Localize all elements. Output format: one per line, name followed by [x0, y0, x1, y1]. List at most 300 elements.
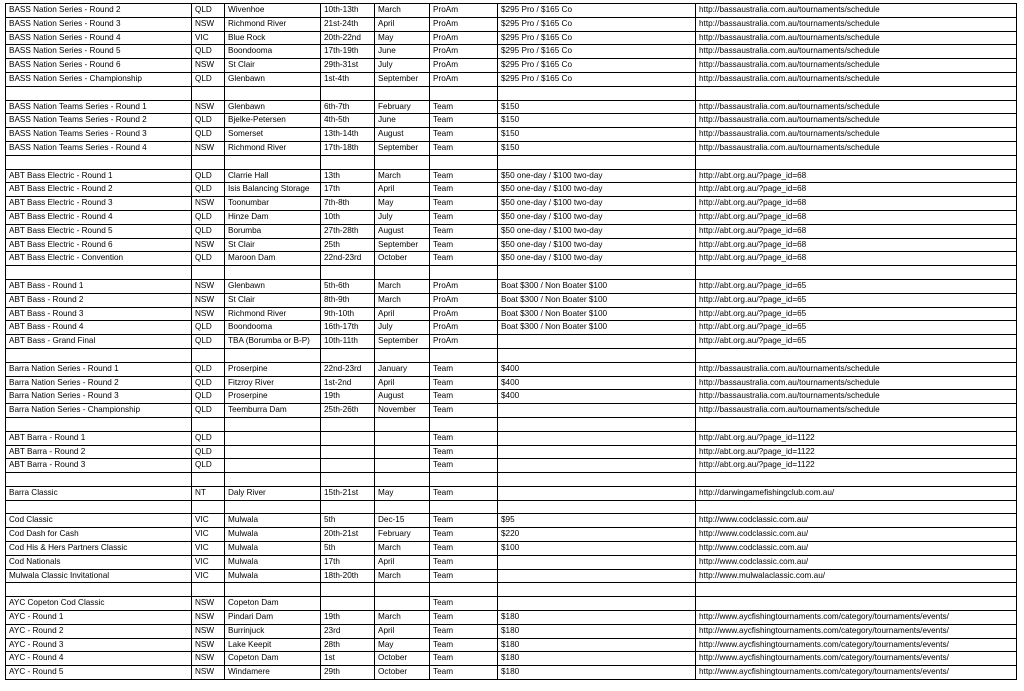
- cell-url: http://www.aycfishingtournaments.com/category/tournaments/events/: [696, 652, 1017, 666]
- cell-fee: Boat $300 / Non Boater $100: [498, 307, 696, 321]
- cell-fee: $150: [498, 141, 696, 155]
- cell-venue: [225, 459, 321, 473]
- cell-dates: 1st-2nd: [321, 376, 375, 390]
- cell-url: http://bassaustralia.com.au/tournaments/schedule: [696, 4, 1017, 18]
- table-row: [6, 4, 1017, 18]
- cell-dates: [321, 431, 375, 445]
- table-row: [6, 128, 1017, 142]
- cell-event: ABT Bass Electric - Convention: [6, 252, 192, 266]
- table-row: [6, 252, 1017, 266]
- cell-venue: Borumba: [225, 224, 321, 238]
- cell-venue: St Clair: [225, 293, 321, 307]
- cell-venue: Clarrie Hall: [225, 169, 321, 183]
- cell-state: NSW: [192, 279, 225, 293]
- cell-event: ABT Bass Electric - Round 6: [6, 238, 192, 252]
- cell-venue: Somerset: [225, 128, 321, 142]
- cell-format: Team: [430, 197, 498, 211]
- cell-month: November: [375, 404, 430, 418]
- cell-fee: [498, 417, 696, 431]
- table-row: [6, 114, 1017, 128]
- table-row: [6, 638, 1017, 652]
- cell-month: September: [375, 72, 430, 86]
- table-body: [6, 4, 1017, 680]
- cell-month: September: [375, 238, 430, 252]
- cell-event: ABT Barra - Round 1: [6, 431, 192, 445]
- cell-state: QLD: [192, 72, 225, 86]
- cell-venue: Boondooma: [225, 45, 321, 59]
- cell-url: http://abt.org.au/?page_id=68: [696, 210, 1017, 224]
- cell-format: Team: [430, 666, 498, 680]
- cell-url: http://bassaustralia.com.au/tournaments/schedule: [696, 31, 1017, 45]
- cell-event: [6, 500, 192, 514]
- cell-url: [696, 583, 1017, 597]
- table-row: [6, 514, 1017, 528]
- cell-dates: [321, 459, 375, 473]
- cell-event: [6, 583, 192, 597]
- cell-format: Team: [430, 597, 498, 611]
- cell-format: [430, 500, 498, 514]
- cell-venue: [225, 583, 321, 597]
- cell-format: Team: [430, 100, 498, 114]
- cell-month: March: [375, 279, 430, 293]
- cell-venue: Glenbawn: [225, 72, 321, 86]
- cell-fee: $180: [498, 624, 696, 638]
- cell-url: http://abt.org.au/?page_id=65: [696, 279, 1017, 293]
- cell-url: http://abt.org.au/?page_id=68: [696, 169, 1017, 183]
- table-row: [6, 652, 1017, 666]
- cell-fee: [498, 555, 696, 569]
- cell-venue: [225, 266, 321, 280]
- cell-format: Team: [430, 128, 498, 142]
- cell-dates: 15th-21st: [321, 486, 375, 500]
- cell-url: http://www.aycfishingtournaments.com/category/tournaments/events/: [696, 624, 1017, 638]
- cell-url: http://abt.org.au/?page_id=68: [696, 197, 1017, 211]
- cell-state: [192, 473, 225, 487]
- cell-venue: Toonumbar: [225, 197, 321, 211]
- cell-dates: 13th-14th: [321, 128, 375, 142]
- table-row: [6, 59, 1017, 73]
- cell-url: http://abt.org.au/?page_id=1122: [696, 445, 1017, 459]
- cell-month: [375, 348, 430, 362]
- cell-dates: 20th-21st: [321, 528, 375, 542]
- cell-url: http://bassaustralia.com.au/tournaments/schedule: [696, 390, 1017, 404]
- cell-event: AYC - Round 5: [6, 666, 192, 680]
- cell-state: NSW: [192, 611, 225, 625]
- cell-url: http://abt.org.au/?page_id=65: [696, 335, 1017, 349]
- cell-url: [696, 266, 1017, 280]
- cell-state: QLD: [192, 4, 225, 18]
- cell-event: ABT Bass Electric - Round 3: [6, 197, 192, 211]
- cell-month: May: [375, 638, 430, 652]
- cell-fee: $295 Pro / $165 Co: [498, 45, 696, 59]
- cell-month: March: [375, 569, 430, 583]
- cell-dates: 13th: [321, 169, 375, 183]
- cell-event: BASS Nation Teams Series - Round 2: [6, 114, 192, 128]
- cell-fee: $150: [498, 114, 696, 128]
- cell-state: NSW: [192, 141, 225, 155]
- cell-event: ABT Bass Electric - Round 2: [6, 183, 192, 197]
- cell-fee: $400: [498, 362, 696, 376]
- cell-state: QLD: [192, 459, 225, 473]
- cell-format: Team: [430, 445, 498, 459]
- cell-venue: Glenbawn: [225, 279, 321, 293]
- cell-fee: $295 Pro / $165 Co: [498, 72, 696, 86]
- cell-fee: [498, 266, 696, 280]
- cell-format: Team: [430, 611, 498, 625]
- cell-month: [375, 459, 430, 473]
- cell-fee: [498, 597, 696, 611]
- cell-fee: $180: [498, 638, 696, 652]
- cell-format: Team: [430, 141, 498, 155]
- cell-month: June: [375, 45, 430, 59]
- cell-venue: Mulwala: [225, 514, 321, 528]
- cell-event: ABT Bass - Round 2: [6, 293, 192, 307]
- cell-format: Team: [430, 404, 498, 418]
- cell-month: April: [375, 555, 430, 569]
- cell-fee: $50 one-day / $100 two-day: [498, 224, 696, 238]
- cell-format: Team: [430, 252, 498, 266]
- cell-state: QLD: [192, 445, 225, 459]
- cell-event: BASS Nation Series - Championship: [6, 72, 192, 86]
- cell-event: [6, 473, 192, 487]
- table-row: [6, 569, 1017, 583]
- cell-venue: Richmond River: [225, 17, 321, 31]
- table-row: [6, 86, 1017, 100]
- cell-state: [192, 86, 225, 100]
- cell-url: http://bassaustralia.com.au/tournaments/schedule: [696, 72, 1017, 86]
- cell-url: http://abt.org.au/?page_id=68: [696, 252, 1017, 266]
- cell-format: [430, 348, 498, 362]
- cell-venue: Maroon Dam: [225, 252, 321, 266]
- cell-month: [375, 500, 430, 514]
- cell-venue: Isis Balancing Storage: [225, 183, 321, 197]
- cell-dates: 5th-6th: [321, 279, 375, 293]
- cell-format: Team: [430, 431, 498, 445]
- cell-state: NSW: [192, 307, 225, 321]
- cell-venue: [225, 445, 321, 459]
- cell-dates: [321, 417, 375, 431]
- cell-dates: 1st-4th: [321, 72, 375, 86]
- cell-venue: Bjelke-Petersen: [225, 114, 321, 128]
- cell-venue: [225, 431, 321, 445]
- cell-state: QLD: [192, 431, 225, 445]
- table-row: [6, 597, 1017, 611]
- cell-event: Barra Classic: [6, 486, 192, 500]
- cell-event: ABT Bass - Grand Final: [6, 335, 192, 349]
- cell-url: http://darwingamefishingclub.com.au/: [696, 486, 1017, 500]
- cell-dates: 17th-19th: [321, 45, 375, 59]
- cell-venue: Windamere: [225, 666, 321, 680]
- cell-state: NSW: [192, 59, 225, 73]
- cell-fee: $150: [498, 128, 696, 142]
- cell-month: August: [375, 390, 430, 404]
- table-row: [6, 362, 1017, 376]
- cell-url: http://bassaustralia.com.au/tournaments/schedule: [696, 404, 1017, 418]
- cell-fee: [498, 348, 696, 362]
- cell-format: Team: [430, 210, 498, 224]
- cell-venue: Boondooma: [225, 321, 321, 335]
- cell-url: http://bassaustralia.com.au/tournaments/schedule: [696, 100, 1017, 114]
- cell-dates: 6th-7th: [321, 100, 375, 114]
- cell-dates: 10th-13th: [321, 4, 375, 18]
- cell-month: January: [375, 362, 430, 376]
- cell-month: August: [375, 128, 430, 142]
- cell-format: [430, 86, 498, 100]
- cell-dates: 27th-28th: [321, 224, 375, 238]
- table-row: [6, 72, 1017, 86]
- cell-event: AYC - Round 3: [6, 638, 192, 652]
- cell-state: VIC: [192, 555, 225, 569]
- cell-format: Team: [430, 652, 498, 666]
- cell-state: QLD: [192, 321, 225, 335]
- cell-venue: Richmond River: [225, 141, 321, 155]
- cell-month: October: [375, 252, 430, 266]
- cell-venue: [225, 155, 321, 169]
- cell-fee: [498, 473, 696, 487]
- cell-dates: 7th-8th: [321, 197, 375, 211]
- table-row: [6, 141, 1017, 155]
- cell-venue: [225, 348, 321, 362]
- table-row: [6, 486, 1017, 500]
- table-row: [6, 390, 1017, 404]
- cell-dates: 20th-22nd: [321, 31, 375, 45]
- table-row: [6, 100, 1017, 114]
- cell-event: ABT Bass - Round 4: [6, 321, 192, 335]
- cell-venue: Copeton Dam: [225, 597, 321, 611]
- table-row: [6, 210, 1017, 224]
- cell-event: BASS Nation Teams Series - Round 4: [6, 141, 192, 155]
- cell-dates: 16th-17th: [321, 321, 375, 335]
- cell-format: Team: [430, 376, 498, 390]
- cell-dates: 28th: [321, 638, 375, 652]
- cell-format: Team: [430, 624, 498, 638]
- cell-venue: Burrinjuck: [225, 624, 321, 638]
- cell-state: NSW: [192, 597, 225, 611]
- cell-dates: 29th-31st: [321, 59, 375, 73]
- cell-event: BASS Nation Series - Round 3: [6, 17, 192, 31]
- cell-url: http://www.mulwalaclassic.com.au/: [696, 569, 1017, 583]
- cell-event: BASS Nation Series - Round 5: [6, 45, 192, 59]
- cell-month: February: [375, 528, 430, 542]
- table-row: [6, 279, 1017, 293]
- cell-month: March: [375, 542, 430, 556]
- table-row: [6, 321, 1017, 335]
- cell-url: [696, 348, 1017, 362]
- cell-fee: $400: [498, 390, 696, 404]
- cell-fee: Boat $300 / Non Boater $100: [498, 293, 696, 307]
- cell-event: BASS Nation Teams Series - Round 1: [6, 100, 192, 114]
- cell-fee: [498, 500, 696, 514]
- table-row: [6, 404, 1017, 418]
- cell-venue: [225, 417, 321, 431]
- table-row: [6, 183, 1017, 197]
- cell-dates: [321, 473, 375, 487]
- cell-fee: [498, 459, 696, 473]
- cell-url: http://abt.org.au/?page_id=65: [696, 293, 1017, 307]
- cell-event: ABT Bass Electric - Round 5: [6, 224, 192, 238]
- cell-url: http://bassaustralia.com.au/tournaments/schedule: [696, 45, 1017, 59]
- cell-url: http://www.aycfishingtournaments.com/category/tournaments/events/: [696, 638, 1017, 652]
- table-row: [6, 238, 1017, 252]
- cell-format: Team: [430, 514, 498, 528]
- cell-fee: $50 one-day / $100 two-day: [498, 252, 696, 266]
- cell-event: ABT Bass Electric - Round 1: [6, 169, 192, 183]
- cell-fee: $180: [498, 666, 696, 680]
- cell-fee: $295 Pro / $165 Co: [498, 31, 696, 45]
- cell-month: April: [375, 183, 430, 197]
- cell-dates: 5th: [321, 542, 375, 556]
- cell-state: VIC: [192, 31, 225, 45]
- cell-venue: Mulwala: [225, 528, 321, 542]
- table-row: [6, 417, 1017, 431]
- cell-state: NSW: [192, 666, 225, 680]
- cell-month: [375, 266, 430, 280]
- cell-venue: Proserpine: [225, 362, 321, 376]
- cell-state: NSW: [192, 17, 225, 31]
- cell-fee: $150: [498, 100, 696, 114]
- cell-venue: Mulwala: [225, 569, 321, 583]
- cell-venue: [225, 500, 321, 514]
- cell-format: Team: [430, 114, 498, 128]
- cell-format: Team: [430, 638, 498, 652]
- cell-fee: $295 Pro / $165 Co: [498, 4, 696, 18]
- table-row: [6, 155, 1017, 169]
- cell-fee: $50 one-day / $100 two-day: [498, 210, 696, 224]
- cell-event: AYC Copeton Cod Classic: [6, 597, 192, 611]
- cell-state: QLD: [192, 169, 225, 183]
- cell-state: QLD: [192, 114, 225, 128]
- cell-fee: [498, 569, 696, 583]
- cell-venue: Pindari Dam: [225, 611, 321, 625]
- cell-month: October: [375, 652, 430, 666]
- table-row: [6, 624, 1017, 638]
- cell-dates: 10th-11th: [321, 335, 375, 349]
- cell-dates: [321, 155, 375, 169]
- cell-fee: $100: [498, 542, 696, 556]
- cell-month: [375, 445, 430, 459]
- cell-state: [192, 266, 225, 280]
- cell-format: ProAm: [430, 59, 498, 73]
- cell-month: [375, 431, 430, 445]
- cell-dates: 22nd-23rd: [321, 252, 375, 266]
- cell-format: [430, 417, 498, 431]
- cell-state: QLD: [192, 183, 225, 197]
- cell-state: [192, 500, 225, 514]
- cell-format: Team: [430, 542, 498, 556]
- cell-month: October: [375, 666, 430, 680]
- table-row: [6, 348, 1017, 362]
- cell-state: VIC: [192, 528, 225, 542]
- table-row: [6, 197, 1017, 211]
- cell-state: [192, 155, 225, 169]
- cell-event: Cod His & Hers Partners Classic: [6, 542, 192, 556]
- table-row: [6, 335, 1017, 349]
- cell-venue: Blue Rock: [225, 31, 321, 45]
- cell-dates: [321, 583, 375, 597]
- cell-format: Team: [430, 238, 498, 252]
- cell-event: BASS Nation Series - Round 4: [6, 31, 192, 45]
- cell-state: [192, 417, 225, 431]
- cell-state: QLD: [192, 390, 225, 404]
- cell-dates: 22nd-23rd: [321, 362, 375, 376]
- cell-dates: [321, 86, 375, 100]
- cell-url: http://abt.org.au/?page_id=1122: [696, 431, 1017, 445]
- cell-format: ProAm: [430, 31, 498, 45]
- cell-month: [375, 155, 430, 169]
- cell-format: Team: [430, 555, 498, 569]
- cell-month: June: [375, 114, 430, 128]
- table-row: [6, 266, 1017, 280]
- cell-state: QLD: [192, 210, 225, 224]
- cell-event: AYC - Round 4: [6, 652, 192, 666]
- cell-state: NSW: [192, 238, 225, 252]
- cell-fee: $295 Pro / $165 Co: [498, 59, 696, 73]
- cell-month: March: [375, 611, 430, 625]
- cell-dates: 19th: [321, 390, 375, 404]
- cell-format: ProAm: [430, 17, 498, 31]
- cell-dates: 9th-10th: [321, 307, 375, 321]
- cell-state: QLD: [192, 128, 225, 142]
- cell-dates: 17th-18th: [321, 141, 375, 155]
- cell-venue: [225, 86, 321, 100]
- cell-state: VIC: [192, 569, 225, 583]
- cell-fee: [498, 445, 696, 459]
- cell-fee: [498, 155, 696, 169]
- cell-venue: Mulwala: [225, 555, 321, 569]
- cell-format: Team: [430, 528, 498, 542]
- cell-format: [430, 473, 498, 487]
- cell-fee: [498, 431, 696, 445]
- cell-format: [430, 155, 498, 169]
- cell-format: Team: [430, 169, 498, 183]
- cell-dates: 17th: [321, 555, 375, 569]
- cell-event: Mulwala Classic Invitational: [6, 569, 192, 583]
- table-row: [6, 445, 1017, 459]
- cell-format: Team: [430, 569, 498, 583]
- cell-venue: Teemburra Dam: [225, 404, 321, 418]
- cell-fee: [498, 404, 696, 418]
- cell-fee: Boat $300 / Non Boater $100: [498, 279, 696, 293]
- cell-fee: $180: [498, 652, 696, 666]
- cell-format: ProAm: [430, 321, 498, 335]
- cell-state: QLD: [192, 45, 225, 59]
- table-row: [6, 542, 1017, 556]
- cell-state: [192, 348, 225, 362]
- cell-url: http://abt.org.au/?page_id=68: [696, 183, 1017, 197]
- cell-url: [696, 155, 1017, 169]
- cell-format: ProAm: [430, 72, 498, 86]
- cell-url: http://bassaustralia.com.au/tournaments/schedule: [696, 128, 1017, 142]
- cell-dates: 5th: [321, 514, 375, 528]
- cell-event: BASS Nation Series - Round 6: [6, 59, 192, 73]
- table-row: [6, 666, 1017, 680]
- cell-month: [375, 86, 430, 100]
- cell-venue: TBA (Borumba or B-P): [225, 335, 321, 349]
- cell-format: ProAm: [430, 279, 498, 293]
- cell-event: BASS Nation Series - Round 2: [6, 4, 192, 18]
- cell-url: [696, 500, 1017, 514]
- table-row: [6, 583, 1017, 597]
- cell-format: ProAm: [430, 4, 498, 18]
- cell-venue: Proserpine: [225, 390, 321, 404]
- cell-state: NSW: [192, 293, 225, 307]
- cell-fee: $50 one-day / $100 two-day: [498, 197, 696, 211]
- cell-url: http://bassaustralia.com.au/tournaments/schedule: [696, 376, 1017, 390]
- cell-dates: 18th-20th: [321, 569, 375, 583]
- cell-state: NSW: [192, 100, 225, 114]
- cell-state: QLD: [192, 224, 225, 238]
- cell-dates: 19th: [321, 611, 375, 625]
